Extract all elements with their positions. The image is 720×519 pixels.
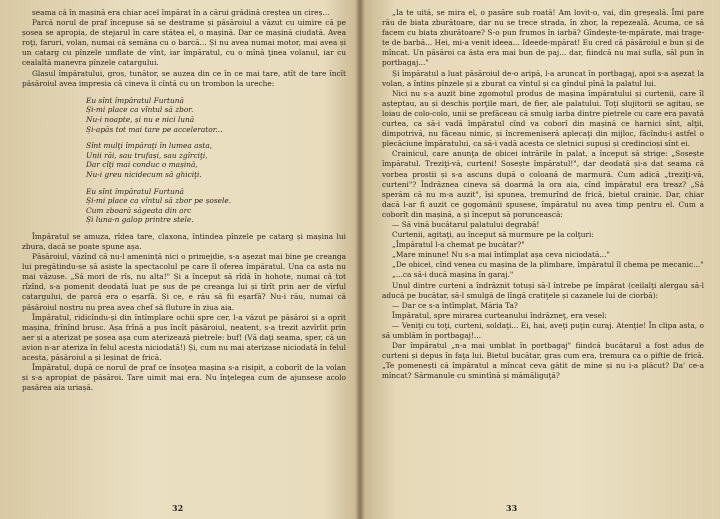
- poem-line: Unii răi, sau trufași, sau zgîrciţi,: [86, 150, 208, 160]
- paragraph: Glasul împăratului, gros, tunător, se auzea din ce în ce mai tare, atît de tare încît păsăroiul avea impresia că cineva îi cîntă cu un trombon la ureche:: [22, 68, 346, 88]
- dialogue-line: „De obicei, cînd venea cu mașina de la plimbare, împăratul îl chema pe mecanic...": [392, 260, 704, 270]
- paragraph: Crainicul, care anunţa de obicei intrările în palat, a început să strige: „Sosește împăratul. Treziţi-vă, curteni! Sosește împăratul!", dar deodată și-a dat seama că vorbea prostii și s-a ascuns după o coloană de marmură. Cum adică „treziţi-vă, curteni"? Îndrăznea cineva să doarmă la ora aia, cînd împăratul era treaz? „Să sperăm că nu m-a auzit", își spunea, tremurînd de frică, bietul crainic. Dar, chiar dacă l-ar fi auzit ce gogomănii spusese, împăratul nu avea timp pentru el. Cum a coborît din mașină, a și început să poruncească:: [382, 149, 704, 219]
- paragraph: Păsăroiul, văzînd că nu-l amenință nici o primejdie, s-a așezat mai bine pe creanga lui pregătindu-se să asiste la spectacolul pe care îl oferea împăratul. Una ca asta nu mai văzuse. „Să mori de rîs, nu alta!" Și a început să rîdă în hohote, numai că tot rîzînd, s-a pomenit deodată luat pe sus de pe creanga lui și tîrît prin aer de vîrful catargului, de parcă era o eșarfă. Și ce, e rău să fii eșarfă? Nu-i rău, numai că păsăroiul nostru nu prea avea chef să fluture în ziua aia.: [22, 252, 346, 312]
- dialogue-line: „Mare minune! Nu s-a mai întîmplat așa ceva niciodată...": [392, 250, 610, 260]
- poem-line: Sînt mulţi împăraţi în lumea asta,: [86, 141, 213, 151]
- paragraph: Împăratul, ridicîndu-și din întîmplare ochii spre cer, l-a văzut pe păsăroi și a oprit mașina, frînînd brusc. Așa frînă a pus încît păsăroiul, neatent, s-a trezit azvîrlit prin aer și a aterizat pe șosea așa cum aterizează pietrele: buf! (Vă daţi seama, sper, că un avion n-ar ateriza în felul acesta niciodată!) Și, cum nu mai aterizase niciodată în felul acesta, păsăroiul a și leșinat de frică.: [22, 312, 346, 362]
- paragraph: Unul dintre curteni a îndrăznit totuși să-l întrebe pe împărat (ceilalţi alergau să-l aducă pe bucătar, să-l smulgă de lîngă cratiţele și cazanele lui de ciorbă):: [382, 280, 704, 300]
- page-number: 32: [172, 503, 184, 513]
- page-number: 33: [506, 503, 518, 513]
- dialogue-line: — Veniţi cu toţi, curteni, soldaţi... Ei, hai, aveţi puţin curaj. Atenţie! În clipa asta, o să umblăm în portbagaj!...: [382, 320, 704, 340]
- poem-line: Cum zboară săgeata din arc: [86, 205, 192, 215]
- poem-line: Dar cîţi mai conduc o mașină,: [86, 160, 198, 170]
- poem-line: Și luna-n galop printre stele.: [86, 215, 194, 225]
- poem-line: Nu-i noapte, și nu e nici lună: [86, 114, 195, 124]
- poem-stanza: [86, 187, 346, 225]
- dialogue-line: — Dar ce s-a întîmplat, Măria Ta?: [392, 300, 518, 310]
- paragraph: Nici nu s-a auzit bine zgomotul produs de mașina împăratului și curtenii, care îl așteptau, au și deschis porţile mari, de fier, ale palatului. Toţi slujitorii se agitau, se loiau de colo-colo, unii se prefăceau că smulg iarba dintre pietrele cu care era pavată curtea, ca să-i vadă împăratul cînd va coborî din mașină ce harnici sînt, alţii, dimpotrivă, nu făceau nimic, și încremeniseră aplecaţi din mijloc, făcîndu-i astfel o plecăciune împăratului, ca să-i vadă acesta ce sletnici supuși și credincioși sînt ei.: [382, 88, 704, 149]
- paragraph: Curtenii, agitaţi, au început să murmure pe la colţuri:: [392, 230, 594, 240]
- paragraph: Împăratul, spre mirarea curteanului îndrăzneţ, era vesel:: [392, 310, 607, 320]
- book-gutter: [355, 0, 365, 519]
- poem-stanza: [86, 141, 346, 179]
- poem-stanza: [86, 96, 346, 134]
- right-page-text: [382, 8, 704, 381]
- left-page-text: [22, 8, 346, 393]
- dialogue-line: „...ca să-i ducă mașina în garaj.": [392, 270, 514, 280]
- paragraph: Împăratul se amuza, rîdea tare, claxona, întindea pînzele pe catarg și mașina lui zbura, dacă se poate spune așa.: [22, 231, 346, 251]
- poem: [86, 96, 346, 225]
- paragraph: Dar împăratul „n-a mai umblat în portbagaj" fiindcă bucătarul a fost adus de curteni și depus în faţa lui. Bietul bucătar, gras cum era, tremura ca o piftie de frică. „Te pomenești că împăratul a mîncat ceva gătit de mine și nu i-a plăcut? Da' ce-a mîncat? Sărmanule cu smintînă și mămăliguţă?: [382, 341, 704, 381]
- dialogue-line: — Să vină bucătarul palatului degrabă!: [392, 219, 540, 229]
- paragraph: Și împăratul a luat păsăroiul de-o aripă, l-a aruncat în portbagaj, apoi s-a așezat la volan, a întins pînzele și a zburat ca vîntul și ca gîndul pînă la palatul lui.: [382, 68, 704, 88]
- dialogue-line: „Împăratul l-a chemat pe bucătar?": [392, 240, 525, 250]
- paragraph: Parcă norul de praf începuse să se destrame și păsăroiul a văzut cu uimire că pe șosea se apropia, de stejarul în care stătea el, o mașină. Dar ce mașină ciudată. Avea roţi, faruri, volan, numai că semăna cu o barcă... Și nu avea numai motor, mai avea și un catarg cu pînzele umflate de vînt, iar împăratul, cu o mînă ţinea volanul, iar cu cealaltă manevra pînzele catargului.: [22, 18, 346, 68]
- poem-line: Și-mi place ca vîntul să zbor pe șosele.: [86, 196, 232, 206]
- paragraph: „Ia te uită, se mira el, o pasăre sub roată! Am lovit-o, vai, din greșeală. Îmi pare rău de biata zburătoare, dar nu se trece strada, în zbor, la repezeală. Acuma, ce să facem cu biata zburătoare? S-o pun frumos în iarbă? Gîndește-te-mpărate, mai trage-te de barbă... Hei, mi-a venit ideea... Ideede-mpărat! Eu cred că păsăroiul e bun și de mîncat. Un păsăroi ca ăsta era mai bun de paj... dar, fiindcă nu mai sufla, săl pun în portbagaj...": [382, 8, 704, 68]
- poem-line: Eu sînt împăratul Furtună: [86, 95, 184, 105]
- poem-line: Și-mi place ca vîntul să zbor.: [86, 105, 194, 115]
- paragraph: Împăratul, după ce norul de praf ce însoţea mașina s-a risipit, a coborît de la volan și s-a apropiat de păsăroi. Tare uimit mai era. Nu înţelegea cum de ajunsese acolo pasărea aia uriașă.: [22, 363, 346, 393]
- poem-line: Nu-i greu nicidecum să ghiciţi.: [86, 169, 202, 179]
- poem-line: Eu sînt împăratul Furtună: [86, 186, 184, 196]
- paragraph: seama că în mașină era chiar acel împărat în a cărui grădină creștea un cireș...: [32, 8, 330, 17]
- poem-line: Și-apăs tot mai tare pe accelerator...: [86, 124, 223, 134]
- right-page: [360, 0, 720, 519]
